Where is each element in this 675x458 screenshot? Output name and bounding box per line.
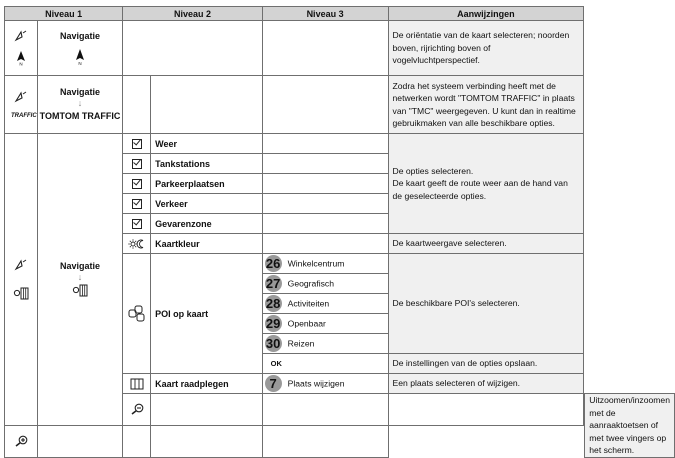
level3-empty-cell xyxy=(262,425,388,457)
poi-icon xyxy=(128,305,146,323)
option-parkeerplaatsen[interactable]: Parkeerplaatsen xyxy=(151,174,263,194)
checkbox-icon-cell xyxy=(123,154,151,174)
zoom-in-icon-cell xyxy=(5,425,38,457)
poi-number-badge: 28 xyxy=(265,296,281,311)
header-niveau-3: Niveau 3 xyxy=(262,7,388,21)
level2-empty-cell xyxy=(151,76,263,134)
zoom-out-icon-cell xyxy=(123,394,151,426)
level1-icon-cell xyxy=(5,76,38,134)
checkbox-icon-cell xyxy=(123,194,151,214)
down-arrow-icon: ↓ xyxy=(77,98,83,108)
navigatie-label: Navigatie xyxy=(60,30,101,41)
table-row xyxy=(5,76,675,134)
option-kaart-raadplegen[interactable]: Kaart raadplegen xyxy=(151,374,263,394)
option-poi-op-kaart[interactable]: POI op kaart xyxy=(151,254,263,374)
checkbox-icon-cell xyxy=(123,174,151,194)
consult-item-label: Plaats wijzigen xyxy=(287,378,345,389)
map-icon-cell xyxy=(123,374,151,394)
checkbox-icon xyxy=(132,199,142,209)
level1-icon-cell xyxy=(5,21,38,76)
map-icon xyxy=(130,378,144,390)
poi-item-label: Geografisch xyxy=(287,278,334,289)
options-note-text: De opties selecteren. De kaart geeft de route weer aan de hand van de geselecteerde opties. xyxy=(392,165,568,201)
level3-empty-cell xyxy=(262,194,388,214)
orientation-note: De oriëntatie van de kaart selecteren; noorden boven, rijrichting boven of vogelvluchtperspectief. xyxy=(388,21,584,76)
level3-empty-cell xyxy=(262,76,388,134)
navigatie-label: Navigatie xyxy=(60,87,101,97)
zoom-in-icon[interactable] xyxy=(13,435,29,447)
poi-number-badge: 29 xyxy=(265,316,281,331)
poi-item-winkelcentrum[interactable] xyxy=(262,254,388,274)
checkbox-icon xyxy=(132,219,142,229)
map-settings-icon xyxy=(13,287,29,300)
route-arrow-icon xyxy=(14,30,28,42)
consult-number-badge: 7 xyxy=(265,375,282,392)
traffic-note: Zodra het systeem verbinding heeft met de netwerken wordt "TOMTOM TRAFFIC" in plaats van "TMC" weergegeven. U kunt dan in realtime gebruikmaken van alle beschikbare opties. xyxy=(388,76,584,134)
level3-empty-cell xyxy=(262,21,388,76)
option-kaartkleur[interactable]: Kaartkleur xyxy=(151,234,263,254)
ok-button[interactable]: OK xyxy=(262,354,388,374)
poi-item-activiteiten[interactable] xyxy=(262,294,388,314)
tomtom-traffic-label: TOMTOM TRAFFIC xyxy=(39,111,121,121)
poi-note: De beschikbare POI's selecteren. xyxy=(388,254,584,354)
level1-nav-cell xyxy=(37,134,123,426)
table-row xyxy=(5,134,675,154)
table-row xyxy=(5,21,675,76)
map-color-note: De kaartweergave selecteren. xyxy=(388,234,584,254)
north-arrow-icon xyxy=(15,50,27,66)
poi-item-label: Winkelcentrum xyxy=(287,258,345,269)
poi-item-geografisch[interactable] xyxy=(262,274,388,294)
checkbox-icon xyxy=(132,159,142,169)
level2-empty-cell xyxy=(262,394,388,426)
level3-empty-cell xyxy=(262,134,388,154)
header-niveau-2: Niveau 2 xyxy=(123,7,262,21)
level1-icon-cell xyxy=(5,134,38,426)
checkbox-icon xyxy=(132,139,142,149)
poi-item-label: Openbaar xyxy=(287,318,326,329)
option-verkeer[interactable]: Verkeer xyxy=(151,194,263,214)
checkbox-icon-cell xyxy=(123,214,151,234)
poi-number-badge: 26 xyxy=(265,256,281,271)
level2-empty-cell xyxy=(123,76,151,134)
poi-item-reizen[interactable] xyxy=(262,334,388,354)
route-arrow-icon xyxy=(14,259,28,271)
svg-text:N: N xyxy=(19,61,23,66)
checkbox-icon xyxy=(132,179,142,189)
day-night-icon-cell xyxy=(123,234,151,254)
north-arrow-icon xyxy=(74,48,86,66)
poi-icon-cell xyxy=(123,254,151,374)
zoom-note: Uitzoomen/inzoomen met de aanraaktoetsen of met twee vingers op het scherm. xyxy=(585,394,675,458)
poi-number-badge: 30 xyxy=(265,336,281,351)
level3-empty-cell xyxy=(262,234,388,254)
level3-empty-cell xyxy=(262,214,388,234)
level2-empty-cell xyxy=(388,394,584,426)
zoom-out-icon[interactable] xyxy=(129,403,145,415)
consult-item-plaats-wijzigen[interactable] xyxy=(262,374,388,394)
navigatie-label: Navigatie xyxy=(60,261,101,272)
day-night-icon xyxy=(128,239,146,249)
option-gevarenzone[interactable]: Gevarenzone xyxy=(151,214,263,234)
poi-item-label: Reizen xyxy=(287,338,315,349)
checkbox-icon-cell xyxy=(123,134,151,154)
table-row xyxy=(5,425,675,457)
route-arrow-icon xyxy=(14,91,28,103)
header-niveau-1: Niveau 1 xyxy=(5,7,123,21)
level2-empty-cell xyxy=(123,21,262,76)
level1-nav-cell xyxy=(37,76,123,134)
map-settings-icon xyxy=(72,284,88,297)
svg-text:N: N xyxy=(78,60,82,66)
level2-empty-cell xyxy=(123,425,151,457)
poi-number-badge: 27 xyxy=(265,276,281,291)
consult-note: Een plaats selecteren of wijzigen. xyxy=(388,374,584,394)
header-aanwijzingen: Aanwijzingen xyxy=(388,7,584,21)
poi-item-openbaar[interactable] xyxy=(262,314,388,334)
level3-empty-cell xyxy=(262,154,388,174)
down-arrow-icon: ↓ xyxy=(77,272,83,283)
level1-empty-cell xyxy=(151,394,263,426)
option-weer[interactable]: Weer xyxy=(151,134,263,154)
poi-item-label: Activiteiten xyxy=(287,298,330,309)
level1-empty-cell xyxy=(37,425,123,457)
options-note xyxy=(388,134,584,234)
ok-note: De instellingen van de opties opslaan. xyxy=(388,354,584,374)
header-row xyxy=(5,7,675,21)
level1-nav-cell xyxy=(37,21,123,76)
option-tankstations[interactable]: Tankstations xyxy=(151,154,263,174)
level2-empty-cell xyxy=(151,425,263,457)
traffic-small-icon-label: TRAFFIC xyxy=(11,112,37,119)
level3-empty-cell xyxy=(262,174,388,194)
navigation-table xyxy=(4,6,675,458)
